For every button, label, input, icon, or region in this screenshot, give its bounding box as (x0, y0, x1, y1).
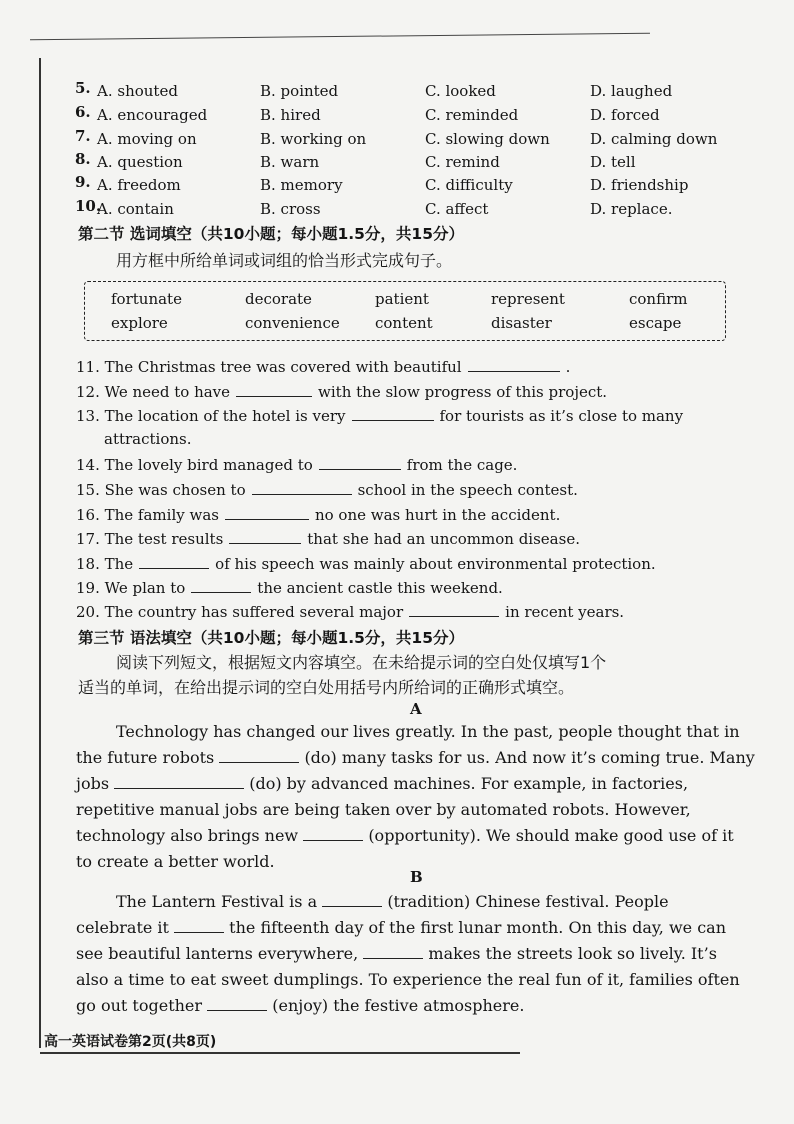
section3-instruction-line-2: 适当的单词，在给出提示词的空白处用括号内所给词的正确形式填空。 (78, 678, 575, 697)
passage-text: (tradition) Chinese festival. People (387, 892, 669, 911)
word-bank-item: fortunate (111, 290, 182, 308)
passage-b-line (76, 996, 524, 1015)
passage-b-label: B (410, 868, 423, 886)
option-d[interactable]: D. tell (590, 153, 636, 171)
option-c[interactable]: C. affect (425, 200, 489, 218)
section3-title: 第三节 语法填空（共10小题；每小题1.5分，共15分） (78, 629, 464, 647)
question-text: 18. The (76, 555, 134, 573)
passage-text: The Lantern Festival is a (116, 892, 318, 911)
question-item (76, 529, 580, 548)
top-rule (30, 33, 650, 40)
answer-blank[interactable] (319, 455, 401, 470)
option-d[interactable]: D. forced (590, 106, 660, 124)
option-a[interactable]: A. moving on (97, 130, 197, 148)
passage-text: the future robots (76, 748, 215, 767)
option-a[interactable]: A. question (97, 153, 183, 171)
answer-blank[interactable] (174, 918, 224, 933)
option-a[interactable]: A. shouted (97, 82, 178, 100)
word-bank-row-1 (111, 290, 725, 312)
option-c[interactable]: C. remind (425, 153, 500, 171)
option-a[interactable]: A. freedom (97, 176, 181, 194)
question-item (76, 480, 578, 499)
passage-a-line (76, 748, 755, 767)
word-bank-row-2 (111, 314, 725, 336)
question-number: 6. (75, 103, 91, 121)
question-text: 13. The location of the hotel is very (76, 407, 346, 425)
passage-text: see beautiful lanterns everywhere, (76, 944, 359, 963)
question-number: 9. (75, 173, 91, 191)
answer-blank[interactable] (191, 578, 251, 593)
question-item (76, 406, 683, 425)
option-a[interactable]: A. encouraged (97, 106, 208, 124)
passage-a-line: repetitive manual jobs are being taken over by automated robots. However, (76, 800, 691, 819)
answer-blank[interactable] (303, 826, 363, 841)
passage-text: (opportunity). We should make good use of it (368, 826, 734, 845)
question-text: 17. The test results (76, 530, 224, 548)
question-item (76, 554, 656, 573)
passage-text: makes the streets look so lively. It’s (428, 944, 717, 963)
passage-b-line (76, 918, 726, 937)
passage-text: go out together (76, 996, 203, 1015)
option-d[interactable]: D. friendship (590, 176, 689, 194)
passage-text: (enjoy) the festive atmosphere. (272, 996, 525, 1015)
word-bank-item: convenience (245, 314, 340, 332)
footer-rule (40, 1052, 520, 1054)
word-bank-item: patient (375, 290, 429, 308)
question-text: school in the speech contest. (357, 481, 578, 499)
passage-text: the fifteenth day of the first lunar month. On this day, we can (229, 918, 727, 937)
passage-a-line: Technology has changed our lives greatly. In the past, people thought that in (116, 722, 740, 741)
passage-b-line: also a time to eat sweet dumplings. To experience the real fun of it, families often (76, 970, 740, 989)
passage-text: celebrate it (76, 918, 169, 937)
answer-blank[interactable] (322, 892, 382, 907)
option-a[interactable]: A. contain (97, 200, 174, 218)
answer-blank[interactable] (468, 357, 560, 372)
option-b[interactable]: B. hired (260, 106, 321, 124)
question-item (76, 578, 503, 597)
option-c[interactable]: C. slowing down (425, 130, 550, 148)
passage-a-label: A (410, 700, 422, 718)
question-item (76, 455, 517, 474)
word-bank-item: content (375, 314, 433, 332)
answer-blank[interactable] (207, 996, 267, 1011)
question-item (76, 602, 624, 621)
passage-b-line (76, 944, 717, 963)
question-text: for tourists as it’s close to many (439, 407, 684, 425)
option-b[interactable]: B. pointed (260, 82, 339, 100)
question-number: 10. (75, 197, 102, 215)
section2-title: 第二节 选词填空（共10小题；每小题1.5分，共15分） (78, 225, 464, 243)
question-text: 20. The country has suffered several major (76, 603, 404, 621)
question-item (76, 357, 570, 376)
question-text: 15. She was chosen to (76, 481, 246, 499)
option-b[interactable]: B. cross (260, 200, 321, 218)
page-footer: 高一英语试卷第2页(共8页) (44, 1034, 217, 1050)
section2-instruction: 用方框中所给单词或词组的恰当形式完成句子。 (116, 251, 453, 270)
question-text: 14. The lovely bird managed to (76, 456, 313, 474)
answer-blank[interactable] (352, 406, 434, 421)
option-d[interactable]: D. calming down (590, 130, 718, 148)
question-text: 12. We need to have (76, 383, 231, 401)
option-c[interactable]: C. difficulty (425, 176, 513, 194)
question-text: the ancient castle this weekend. (257, 579, 503, 597)
question-continuation: attractions. (104, 430, 192, 448)
question-item (76, 505, 560, 524)
passage-text: jobs (76, 774, 110, 793)
passage-text: (do) many tasks for us. And now it’s coming true. Many (304, 748, 755, 767)
section3-instruction-line-1: 阅读下列短文，根据短文内容填空。在未给提示词的空白处仅填写1个 (116, 653, 607, 672)
question-text: that she had an uncommon disease. (307, 530, 580, 548)
passage-text: technology also brings new (76, 826, 299, 845)
answer-blank[interactable] (139, 554, 209, 569)
option-b[interactable]: B. warn (260, 153, 320, 171)
word-bank-box (84, 281, 726, 341)
passage-text: (do) by advanced machines. For example, in factories, (249, 774, 689, 793)
question-text: with the slow progress of this project. (318, 383, 608, 401)
left-margin-rule (39, 58, 41, 1048)
question-text: . (565, 358, 571, 376)
passage-a-line (76, 826, 734, 845)
word-bank-item: decorate (245, 290, 312, 308)
option-c[interactable]: C. looked (425, 82, 496, 100)
question-number: 5. (75, 79, 91, 97)
answer-blank[interactable] (114, 774, 244, 789)
question-text: of his speech was mainly about environmental protection. (215, 555, 656, 573)
passage-a-line: to create a better world. (76, 852, 275, 871)
question-text: from the cage. (406, 456, 518, 474)
option-c[interactable]: C. reminded (425, 106, 519, 124)
word-bank-item: explore (111, 314, 168, 332)
option-b[interactable]: B. working on (260, 130, 367, 148)
answer-blank[interactable] (225, 505, 309, 520)
answer-blank[interactable] (409, 602, 499, 617)
word-bank-item: confirm (629, 290, 688, 308)
option-b[interactable]: B. memory (260, 176, 343, 194)
word-bank-item: disaster (491, 314, 552, 332)
word-bank-item: escape (629, 314, 682, 332)
answer-blank[interactable] (252, 480, 352, 495)
answer-blank[interactable] (219, 748, 299, 763)
passage-a-line (76, 774, 688, 793)
question-text: 16. The family was (76, 506, 219, 524)
question-text: 11. The Christmas tree was covered with beautiful (76, 358, 462, 376)
option-d[interactable]: D. replace. (590, 200, 673, 218)
question-number: 7. (75, 127, 91, 145)
word-bank-item: represent (491, 290, 565, 308)
question-item (76, 382, 607, 401)
passage-b-line (116, 892, 669, 911)
answer-blank[interactable] (236, 382, 312, 397)
option-d[interactable]: D. laughed (590, 82, 673, 100)
answer-blank[interactable] (363, 944, 423, 959)
question-text: no one was hurt in the accident. (314, 506, 561, 524)
answer-blank[interactable] (229, 529, 301, 544)
question-text: 19. We plan to (76, 579, 186, 597)
question-number: 8. (75, 150, 91, 168)
question-text: in recent years. (505, 603, 625, 621)
